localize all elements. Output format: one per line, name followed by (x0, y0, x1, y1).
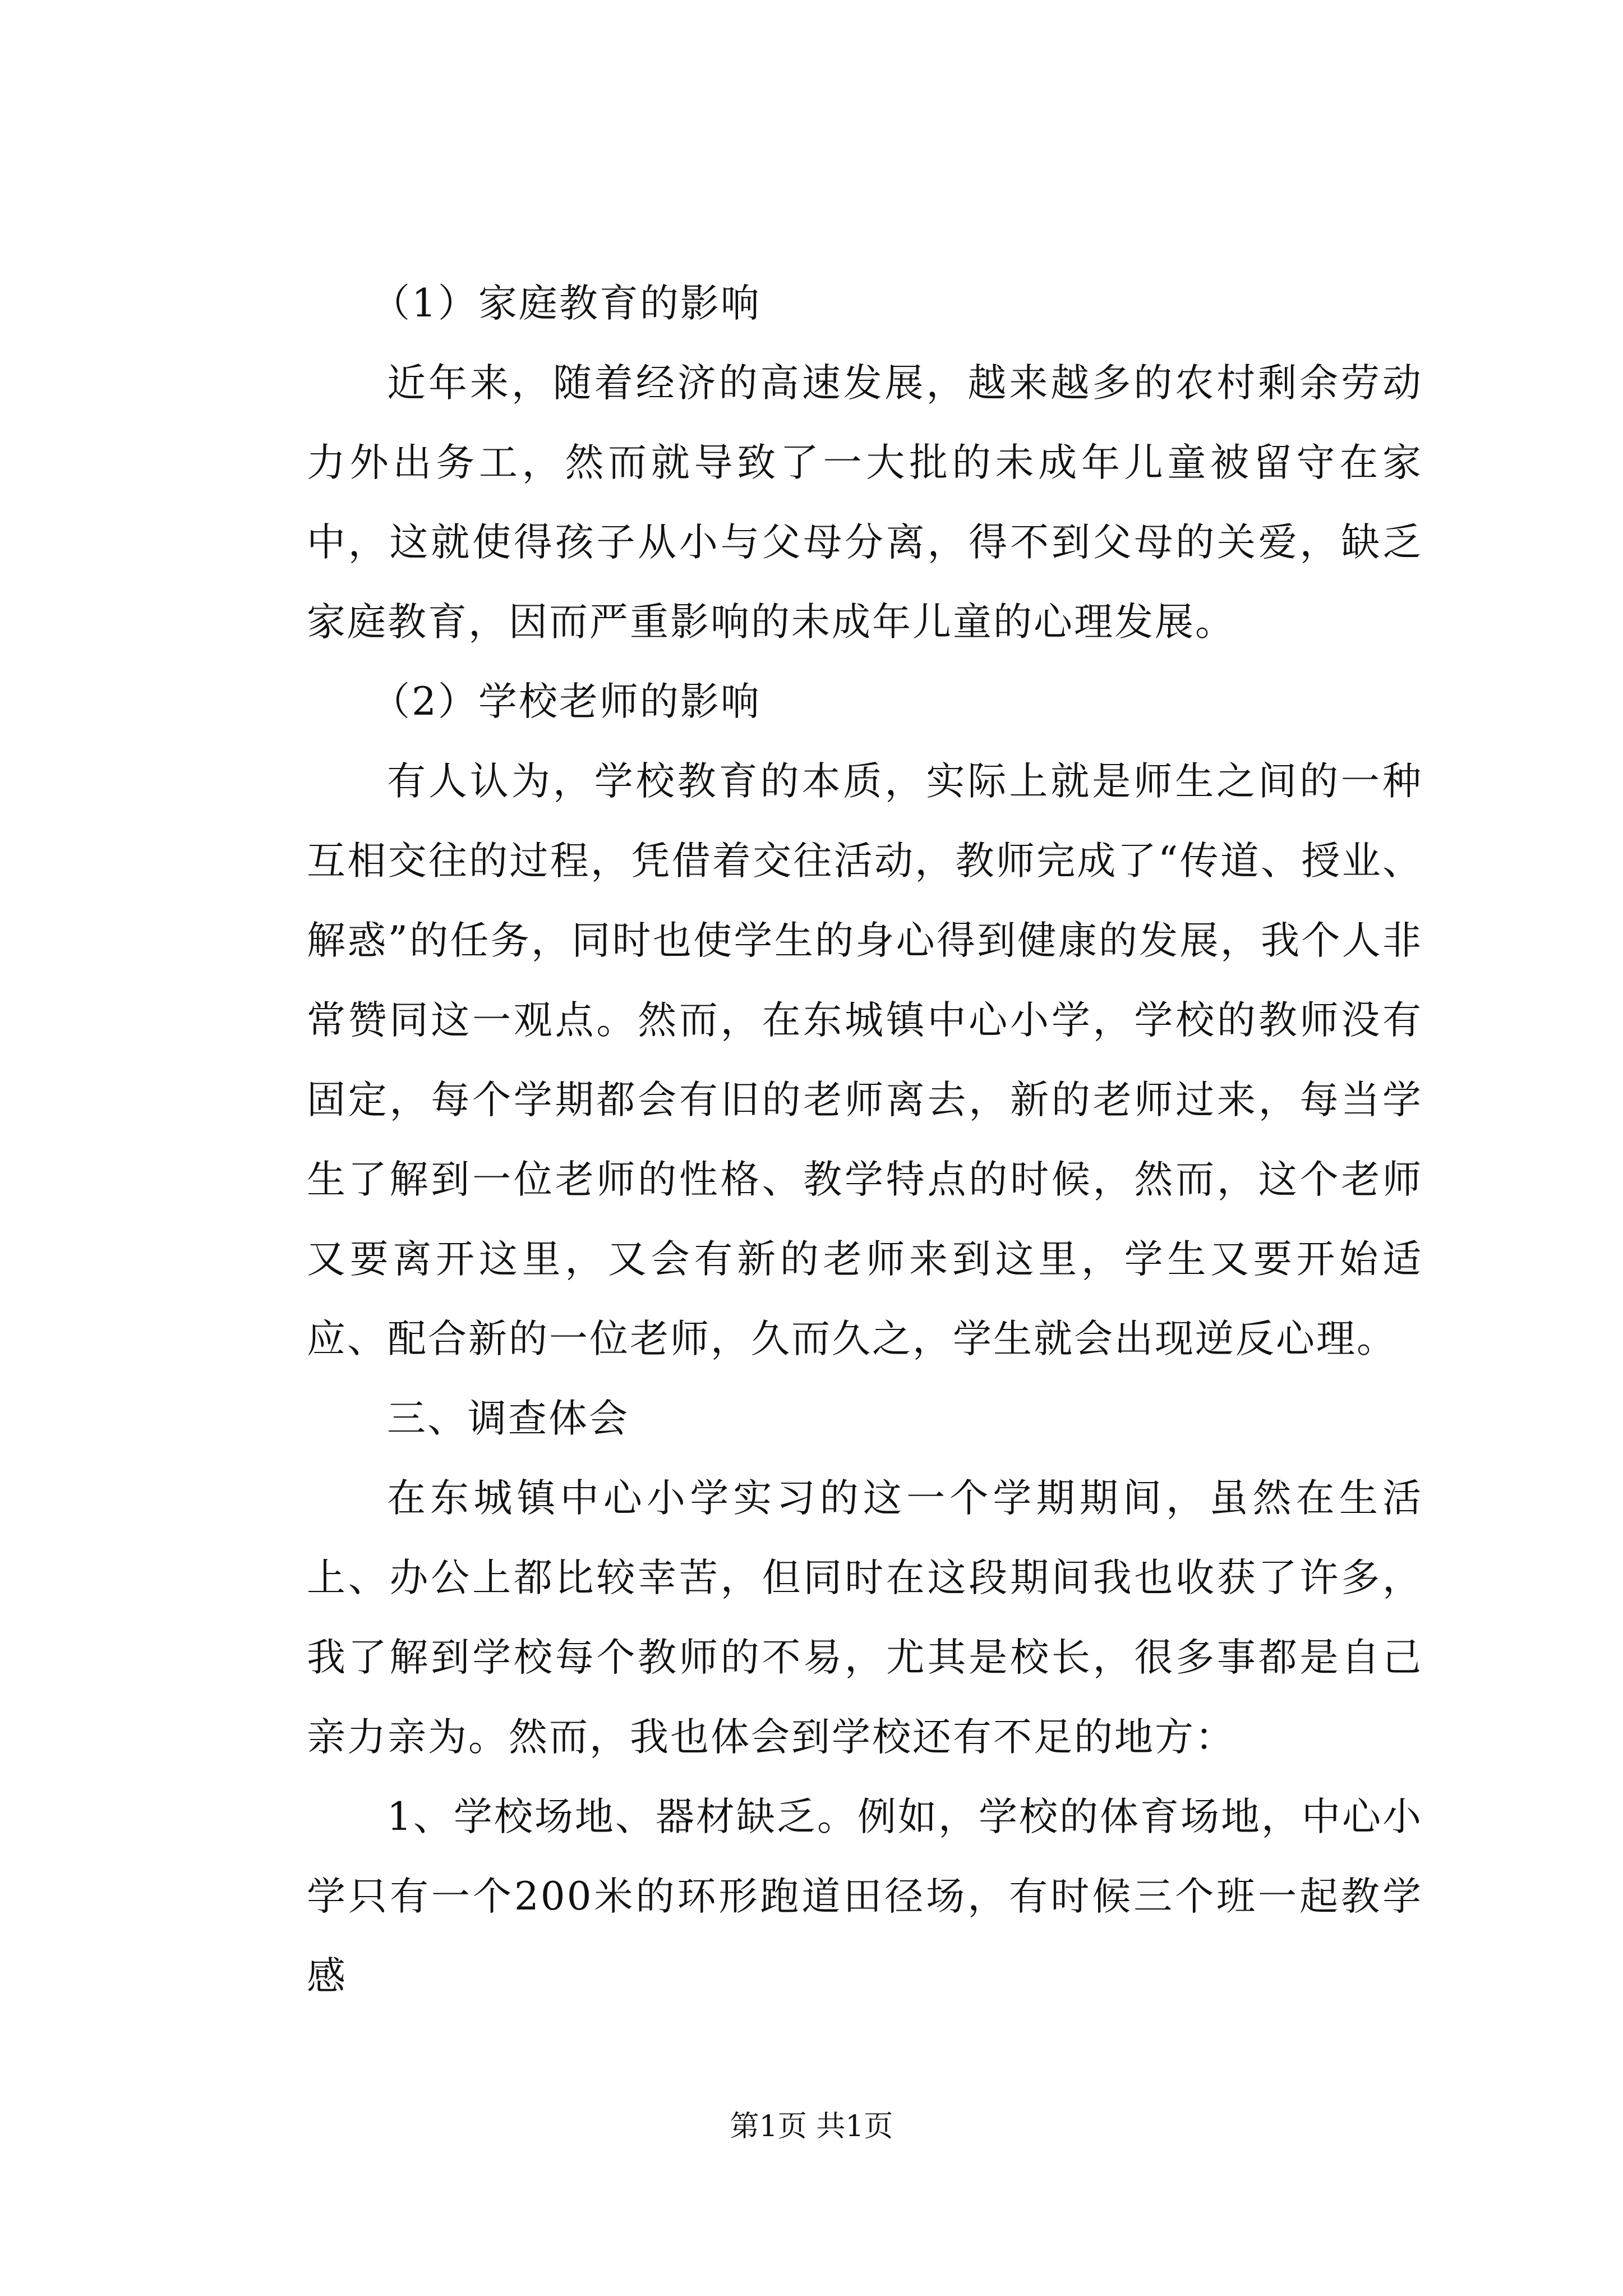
section-heading-teacher-influence: （2）学校老师的影响 (371, 679, 761, 724)
page-footer: 第1页 共1页 (730, 2110, 893, 2143)
paragraph-list-item-1: 1、学校场地、器材缺乏。例如，学校的体育场地，中心小学只有一个200米的环形跑道田径场，有时候三个班一起教学感 (307, 1795, 1423, 1999)
paragraph-family-education: 近年来，随着经济的高速发展，越来越多的农村剩余劳动力外出务工，然而就导致了一大批的未成年儿童被留守在家中，这就使得孩子从小与父母分离，得不到父母的关爱，缺乏家庭教育，因而严重影响的未成年儿童的心理发展。 (307, 361, 1423, 645)
paragraph-teacher-influence: 有人认为，学校教育的本质，实际上就是师生之间的一种互相交往的过程，凭借着交往活动，教师完成了“传道、授业、解惑”的任务，同时也使学生的身心得到健康的发展，我个人非常赞同这一观点。然而，在东城镇中心小学，学校的教师没有固定，每个学期都会有旧的老师离去，新的老师过来，每当学生了解到一位老师的性格、教学特点的时候，然而，这个老师又要离开这里，又会有新的老师来到这里，学生又要开始适应、配合新的一位老师，久而久之，学生就会出现逆反心理。 (307, 759, 1423, 1361)
paragraph-survey-reflection: 在东城镇中心小学实习的这一个学期期间，虽然在生活上、办公上都比较幸苦，但同时在这段期间我也收获了许多，我了解到学校每个教师的不易，尤其是校长，很多事都是自己亲力亲为。然而，我也体会到学校还有不足的地方： (307, 1476, 1423, 1760)
document-body (307, 264, 1423, 2016)
section-heading-family-education: （1）家庭教育的影响 (371, 281, 761, 326)
section-heading-survey-reflection: 三、调查体会 (387, 1396, 629, 1441)
